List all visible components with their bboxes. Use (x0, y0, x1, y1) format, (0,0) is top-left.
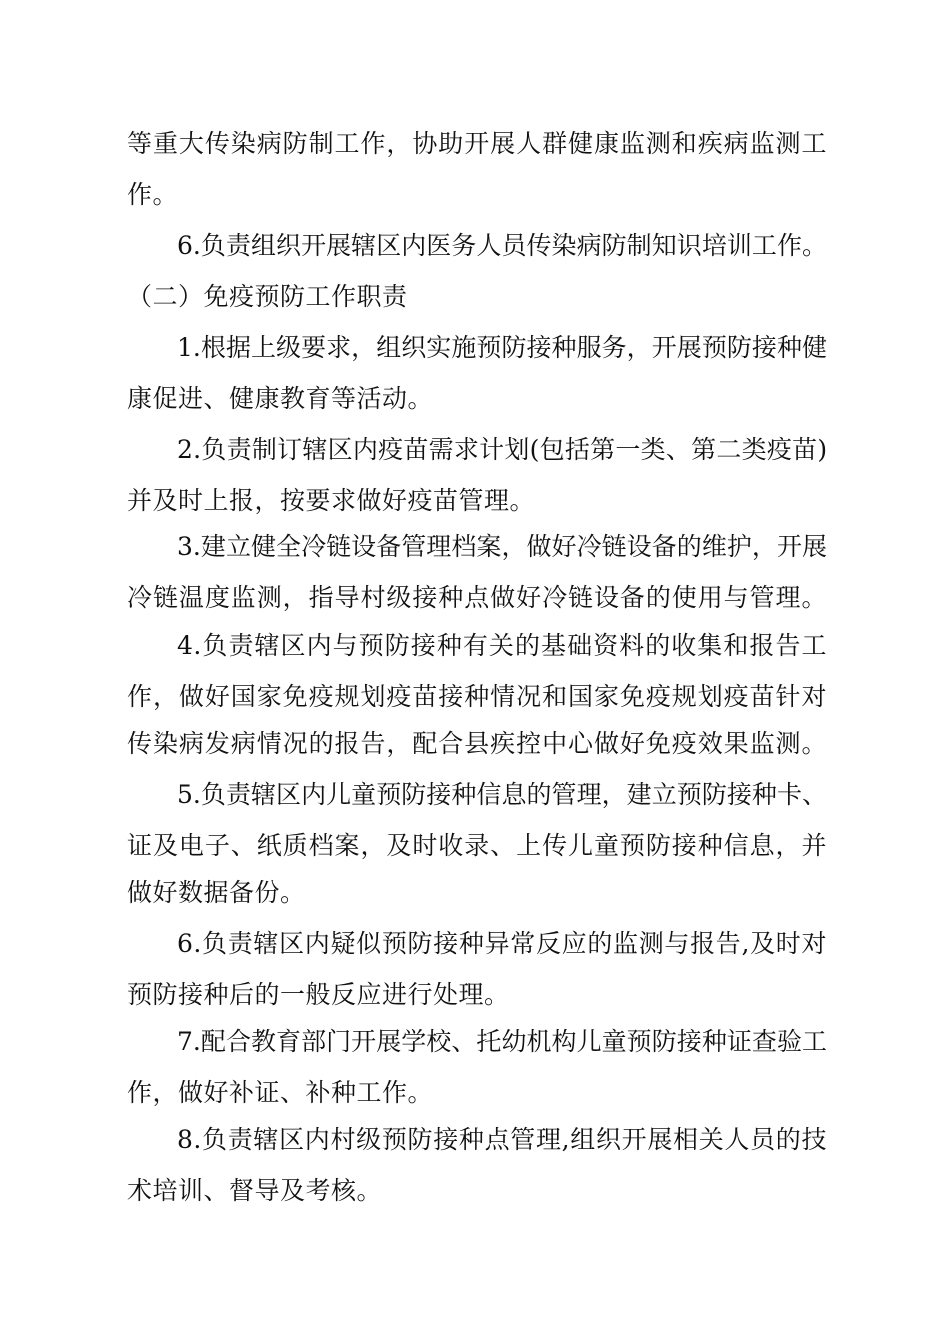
text-line: 作，做好补证、补种工作。 (127, 1078, 434, 1107)
text-line: 预防接种后的一般反应进行处理。 (127, 980, 510, 1009)
text-line: 6.负责组织开展辖区内医务人员传染病防制知识培训工作。 (177, 231, 827, 260)
text-line: 作，做好国家免疫规划疫苗接种情况和国家免疫规划疫苗针对 (127, 682, 827, 711)
text-line: 康促进、健康教育等活动。 (127, 384, 434, 413)
text-line: 5.负责辖区内儿童预防接种信息的管理，建立预防接种卡、 (177, 780, 827, 809)
text-line: 传染病发病情况的报告，配合县疾控中心做好免疫效果监测。 (127, 729, 827, 758)
section-heading: （二）免疫预防工作职责 (127, 282, 408, 311)
text-line: 8.负责辖区内村级预防接种点管理,组织开展相关人员的技 (177, 1125, 827, 1154)
text-line: 做好数据备份。 (127, 878, 306, 907)
text-line: 术培训、督导及考核。 (127, 1176, 383, 1205)
text-line: 4.负责辖区内与预防接种有关的基础资料的收集和报告工 (177, 631, 827, 660)
text-line: 6.负责辖区内疑似预防接种异常反应的监测与报告,及时对 (177, 929, 827, 958)
text-line: 3.建立健全冷链设备管理档案，做好冷链设备的维护，开展 (177, 532, 827, 561)
text-line: 1.根据上级要求，组织实施预防接种服务，开展预防接种健 (177, 333, 827, 362)
text-line: 7.配合教育部门开展学校、托幼机构儿童预防接种证查验工 (177, 1027, 827, 1056)
text-line: 并及时上报，按要求做好疫苗管理。 (127, 486, 536, 515)
text-line: 冷链温度监测，指导村级接种点做好冷链设备的使用与管理。 (127, 583, 827, 612)
text-line: 等重大传染病防制工作，协助开展人群健康监测和疾病监测工 (127, 129, 827, 158)
text-line: 2.负责制订辖区内疫苗需求计划(包括第一类、第二类疫苗) (177, 435, 828, 464)
text-line: 证及电子、纸质档案，及时收录、上传儿童预防接种信息，并 (127, 831, 827, 860)
text-line: 作。 (127, 180, 179, 209)
